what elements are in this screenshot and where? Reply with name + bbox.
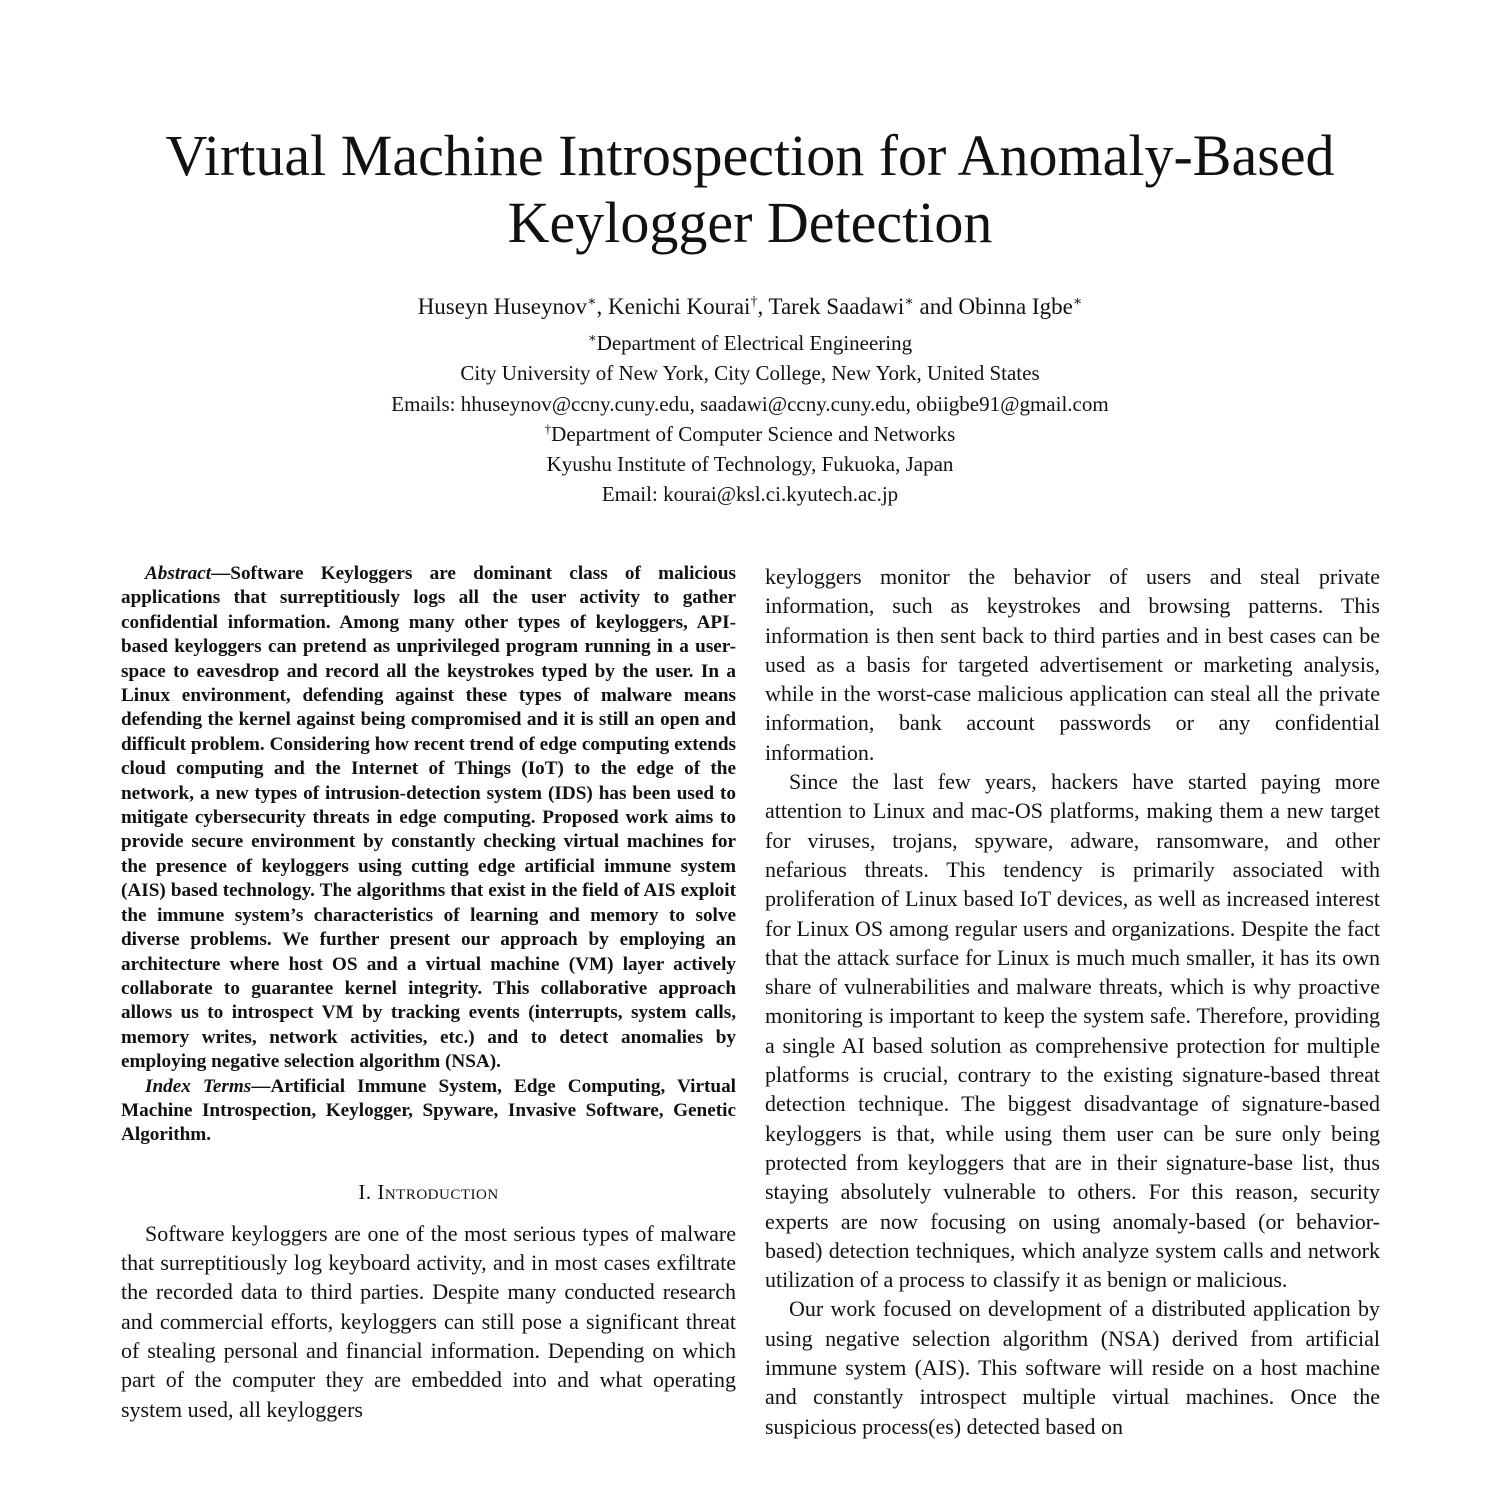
author-list: Huseyn Huseynov∗, Kenichi Kourai†, Tarek Saadawi∗ and Obinna Igbe∗ — [417, 294, 1083, 319]
affiliation-2-department — [100, 419, 1400, 449]
left-column — [121, 562, 736, 1424]
paper-title — [100, 122, 1400, 256]
title-line-1: Virtual Machine Introspection for Anomaly-Based — [165, 123, 1335, 188]
affiliation-2-mark: † — [544, 420, 552, 436]
affiliation-2-institution: Kyushu Institute of Technology, Fukuoka, Japan — [546, 452, 954, 477]
intro-paragraph-1: Software keyloggers are one of the most serious types of malware that surreptitiously log keyboard activity, and in most cases exfiltrate the recorded data to third parties. Despite many conducted research and commercial efforts, keyloggers can still pose a significant threat of stealing personal and financial information. Depending on which part of the computer they are embedded into and what operating system used, all keyloggers — [121, 1220, 736, 1422]
affiliation-1-institution: City University of New York, City College, New York, United States — [460, 361, 1040, 386]
affiliation-1-department — [100, 328, 1400, 358]
abstract — [121, 562, 736, 1075]
title-line-2: Keylogger Detection — [507, 190, 993, 255]
affiliation-1-emails: Emails: hhuseynov@ccny.cuny.edu, saadawi@ccny.cuny.edu, obiigbe91@gmail.com — [391, 391, 1109, 416]
index-terms-label: Index Terms — [145, 1075, 252, 1097]
affiliation-2-email: Email: kourai@ksl.ci.kyutech.ac.jp — [601, 482, 899, 507]
right-paragraph-1: keyloggers monitor the behavior of users and steal private information, such as keystrokes and browsing patterns. This information is then sent back to third parties and in best cases can be used as a basis for targeted advertisement or marketing analysis, while in the worst-case malicious application can steal all the private information, bank account passwords or any confidential information. — [765, 564, 1380, 765]
author-conjunction: and — [919, 294, 953, 319]
abstract-text: —Software Keyloggers are dominant class of malicious applications that surreptitiously logs all the user activity to gather confidential information. Among many other types of keyloggers, API-based keyloggers can pretend as unprivileged program running in a user-space to eavesdrop and record all the keystrokes typed by the user. In a Linux environment, defending against these types of malware means defending the kernel against being compromised and it is still an open and difficult problem. Considering how recent trend of edge computing extends cloud computing and the Internet of Things (IoT) to the edge of the network, a new types of intrusion-detection system (IDS) has been used to mitigate cybersecurity threats in edge computing. Proposed work aims to provide secure environment by constantly checking virtual machines for the presence of keyloggers using cutting edge artificial immune system (AIS) based technology. The algorithms that exist in the field of AIS exploit the immune system’s characteristics of learning and memory to solve diverse problems. We further present our approach by employing an architecture where host OS and a virtual machine (VM) layer actively collaborate to guarantee kernel integrity. This collaborative approach allows us to introspect VM by tracking events (interrupts, system calls, memory writes, network activities, etc.) and to detect anomalies by employing negative selection algorithm (NSA). — [121, 563, 736, 1073]
index-terms — [121, 1075, 736, 1148]
affiliation-2-department-text: Department of Computer Science and Networks — [551, 421, 956, 446]
author-2-mark: † — [750, 294, 758, 310]
right-paragraph-2: Since the last few years, hackers have started paying more attention to Linux and mac-OS platforms, making them a new target for viruses, trojans, spyware, adware, ransomware, and other nefarious threats. This tendency is primarily associated with proliferation of Linux based IoT devices, as well as increased interest for Linux OS among regular users and organizations. Despite the fact that the attack surface for Linux is much much smaller, it has its own share of vulnerabilities and malware threats, which is why proactive monitoring is important to keep the system safe. Therefore, providing a single AI based solution as comprehensive protection for multiple platforms is crucial, contrary to the existing signature-based threat detection technique. The biggest disadvantage of signature-based keyloggers is that, while using them user can be sure only being protected from keyloggers that are in their signature-base list, thus staying absolutely vulnerable to others. For this reason, security experts are now focusing on using anomaly-based (or behavior-based) detection techniques, which analyze system calls and network utilization of a process to classify it as benign or malicious. — [765, 769, 1380, 1293]
author-1: Huseyn Huseynov — [417, 294, 587, 319]
affiliation-1-mark: ∗ — [587, 330, 597, 345]
author-2: Kenichi Kourai — [608, 294, 751, 319]
section-heading-introduction: I. Introduction — [358, 1179, 499, 1204]
author-3-mark: ∗ — [904, 294, 914, 310]
author-1-mark: ∗ — [586, 294, 597, 310]
affiliations — [100, 328, 1400, 510]
right-column — [765, 562, 1380, 1441]
affiliation-1-department-text: Department of Electrical Engineering — [596, 331, 913, 355]
index-terms-text: —Artificial Immune System, Edge Computing, Virtual Machine Introspection, Keylogger, Spyware, Invasive Software, Genetic Algorithm. — [121, 1075, 736, 1146]
abstract-label: Abstract — [145, 563, 212, 584]
author-3: Tarek Saadawi — [768, 294, 905, 319]
author-4: Obinna Igbe — [958, 294, 1073, 319]
right-paragraph-3: Our work focused on development of a distributed application by using negative selection algorithm (NSA) derived from artificial immune system (AIS). This software will reside on a host machine and constantly introspect multiple virtual machines. Once the suspicious process(es) detected based on — [765, 1296, 1380, 1439]
author-4-mark: ∗ — [1072, 294, 1083, 310]
